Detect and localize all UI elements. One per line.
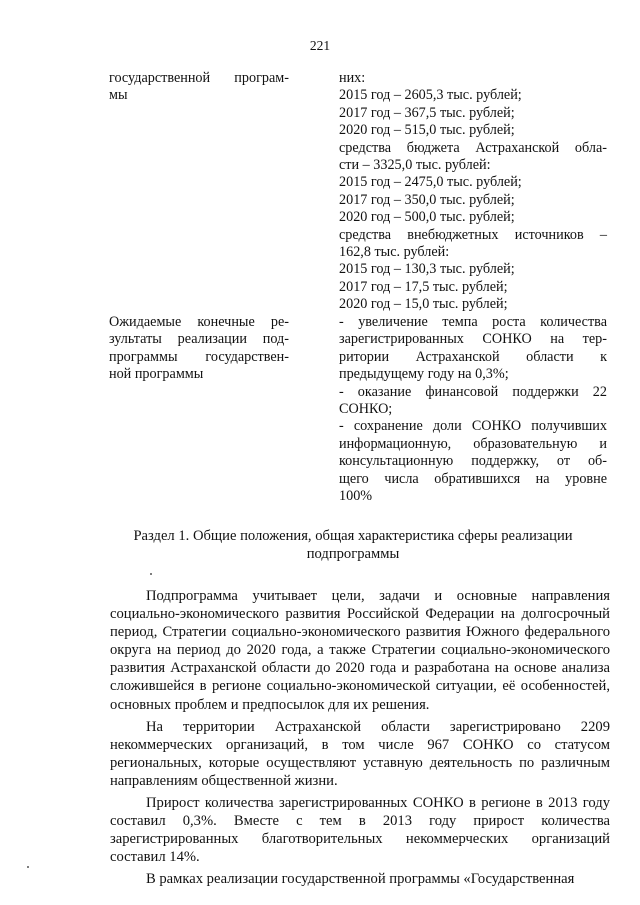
body-text xyxy=(110,587,610,893)
table-row-funding-value xyxy=(339,70,607,314)
label-line: мы xyxy=(109,87,128,104)
paragraph: В рамках реализации государственной программы «Государственная xyxy=(146,871,575,888)
paragraph: На территории Астраханской области зарегистрировано 2209 некоммерческих организаций, в том числе 967 СОНКО со статусом региональных, которые осуществляют уставную деятельность по различным направлениям общественной жизни. xyxy=(110,718,610,789)
table-row-funding-label xyxy=(109,70,289,314)
label-line: зультаты реализации под- xyxy=(109,331,289,348)
value-line: информационную, образовательную и xyxy=(339,435,607,452)
paragraph: Подпрограмма учитывает цели, задачи и основные направления социально-экономического развития Российской Федерации на долгосрочный период, Стратегии социально-экономического развития Южного федерального округа на период до 2020 года, а также Стратегии социально-экономического развития Астраханской области до 2020 года и разработана на основе анализа сложившейся в регионе социально-экономической ситуации, её особенностей, основных проблем и предпосылок для их решения. xyxy=(110,588,610,713)
value-line: 2017 год – 17,5 тыс. рублей; xyxy=(339,278,508,295)
table-row-expected-results xyxy=(109,314,607,505)
value-line: 2020 год – 15,0 тыс. рублей; xyxy=(339,296,508,313)
value-line: 2015 год – 2605,3 тыс. рублей; xyxy=(339,87,522,104)
value-line: 2020 год – 515,0 тыс. рублей; xyxy=(339,122,515,139)
value-line: средства внебюджетных источников – xyxy=(339,226,607,243)
value-line: 2015 год – 130,3 тыс. рублей; xyxy=(339,261,515,278)
value-line: предыдущему году на 0,3%; xyxy=(339,366,509,383)
value-line: зарегистрированных СОНКО на тер- xyxy=(339,331,607,348)
value-line: 100% xyxy=(339,488,373,505)
page-number: 221 xyxy=(309,38,331,53)
value-line: консультационную поддержку, от об- xyxy=(339,453,607,470)
table-row-expected-results-value xyxy=(339,314,607,505)
value-line: сти – 3325,0 тыс. рублей: xyxy=(339,157,491,174)
value-line: щего числа обратившихся на уровне xyxy=(339,470,607,487)
label-line: программы государствен- xyxy=(109,348,289,365)
table-row-expected-results-label xyxy=(109,314,289,505)
scan-speck xyxy=(150,573,152,575)
value-line: СОНКО; xyxy=(339,401,393,418)
value-line: 2015 год – 2475,0 тыс. рублей; xyxy=(339,174,522,191)
value-line: - сохранение доли СОНКО получивших xyxy=(339,418,607,435)
value-line: - увеличение темпа роста количества xyxy=(339,314,607,330)
value-line: 2017 год – 350,0 тыс. рублей; xyxy=(339,191,515,208)
paragraph: Прирост количества зарегистрированных СОНКО в регионе в 2013 году составил 0,3%. Вместе с тем в 2013 году прирост количества зарегистрированных благотворительных некоммерческих организаций составил 14%. xyxy=(110,795,610,866)
value-line: 2017 год – 367,5 тыс. рублей; xyxy=(339,104,515,121)
scan-speck xyxy=(27,866,29,868)
label-line: ной программы xyxy=(109,366,204,383)
value-line: - оказание финансовой поддержки 22 xyxy=(339,383,607,400)
table-row-funding xyxy=(109,70,607,314)
value-line: 162,8 тыс. рублей: xyxy=(339,244,450,261)
label-line: государственной програм- xyxy=(109,70,289,86)
label-line: Ожидаемые конечные ре- xyxy=(109,314,289,330)
value-line: них: xyxy=(339,70,366,86)
section-heading: Раздел 1. Общие положения, общая характеристика сферы реализации подпрограммы xyxy=(133,528,573,562)
value-line: 2020 год – 500,0 тыс. рублей; xyxy=(339,209,515,226)
value-line: средства бюджета Астраханской обла- xyxy=(339,139,607,156)
value-line: ритории Астраханской области к xyxy=(339,348,607,365)
